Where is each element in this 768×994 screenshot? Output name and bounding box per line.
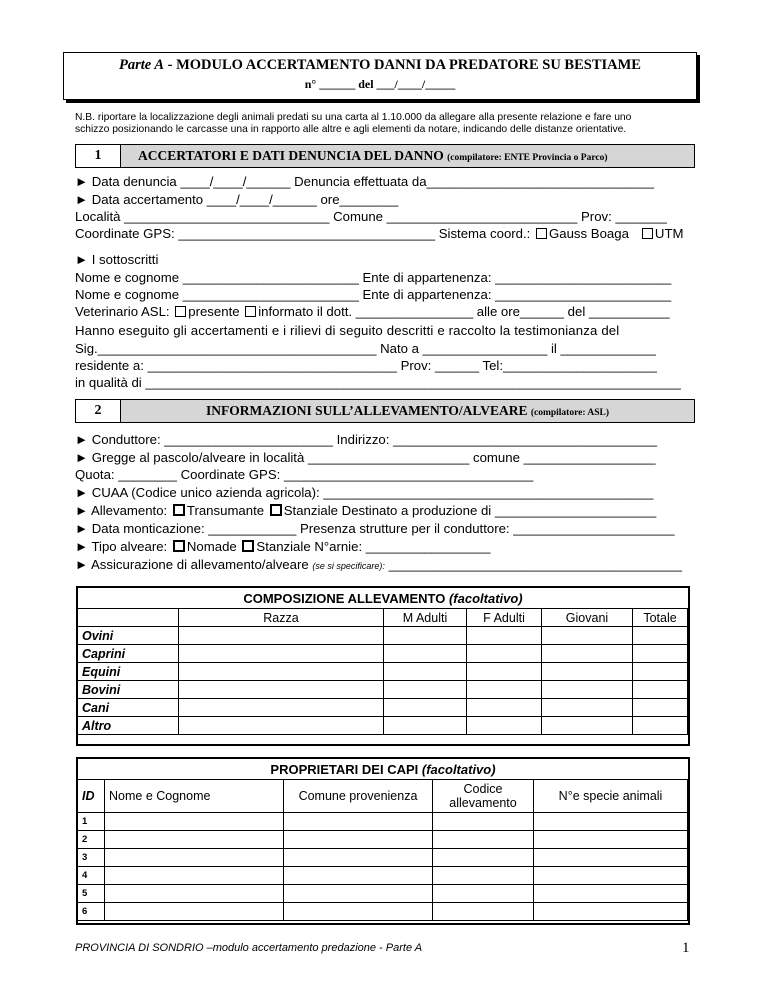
transumante-label: Transumante: [186, 503, 268, 518]
table-cell[interactable]: [284, 849, 433, 867]
s1-hanno-eseguito: Hanno eseguito gli accertamenti e i rilievi di seguito descritti e raccolto la testimonianza del: [75, 323, 620, 338]
form-title: [64, 57, 696, 74]
stanziale-label: Stanziale Destinato a produzione di ______________________: [283, 503, 657, 518]
table-cell[interactable]: [384, 645, 467, 663]
utm-checkbox[interactable]: [642, 228, 653, 239]
table-cell[interactable]: [105, 903, 284, 921]
table-cell[interactable]: [534, 831, 688, 849]
table-cell[interactable]: [467, 627, 542, 645]
presente-checkbox[interactable]: [175, 306, 186, 317]
row-id: 3: [78, 849, 105, 867]
composizione-header-cell: F Adulti: [467, 609, 542, 627]
table-cell[interactable]: [534, 867, 688, 885]
s1-data-accertamento: ► Data accertamento ____/____/______ ore________: [75, 192, 399, 207]
s2-cuaa: ► CUAA (Codice unico azienda agricola): _____________________________________________: [75, 485, 654, 500]
s1-data-denuncia: ► Data denuncia ____/____/______ Denuncia effettuata da_______________________________: [75, 174, 654, 189]
table-row: [78, 831, 688, 849]
table-cell[interactable]: [105, 849, 284, 867]
table-cell[interactable]: [467, 645, 542, 663]
section-1-title-text: ACCERTATORI E DATI DENUNCIA DEL DANNO: [138, 148, 444, 163]
section-2-title-text: INFORMAZIONI SULL’ALLEVAMENTO/ALVEARE: [206, 403, 528, 418]
table-cell[interactable]: [179, 663, 384, 681]
table-cell[interactable]: [633, 681, 688, 699]
table-cell[interactable]: [284, 885, 433, 903]
informato-checkbox[interactable]: [245, 306, 256, 317]
table-cell[interactable]: [467, 717, 542, 735]
s1-veterinario-label: Veterinario ASL:: [75, 304, 174, 319]
form-title-text: - MODULO ACCERTAMENTO DANNI DA PREDATORE SU BESTIAME: [164, 57, 641, 73]
table-cell[interactable]: [534, 813, 688, 831]
table-cell[interactable]: [384, 699, 467, 717]
s2-gregge: ► Gregge al pascolo/alveare in località ______________________ comune __________________: [75, 450, 656, 465]
table-cell[interactable]: [534, 849, 688, 867]
table-cell[interactable]: [433, 903, 534, 921]
nomade-label: Nomade: [186, 539, 241, 554]
s1-sig: Sig.______________________________________ Nato a _________________ il _____________: [75, 341, 656, 356]
section-2-subtitle: (compilatore: ASL): [530, 408, 610, 418]
composizione-header-row: [78, 609, 688, 627]
table-cell[interactable]: [633, 717, 688, 735]
table-cell[interactable]: [433, 867, 534, 885]
footer-text: PROVINCIA DI SONDRIO –modulo accertamento predazione - Parte A: [75, 942, 423, 954]
s1-nome-cognome-2: Nome e cognome ________________________ Ente di appartenenza: ________________________: [75, 287, 672, 302]
row-id: 5: [78, 885, 105, 903]
table-cell[interactable]: [633, 645, 688, 663]
table-cell[interactable]: [542, 663, 633, 681]
table-row: [78, 681, 688, 699]
table-cell[interactable]: [433, 849, 534, 867]
table-cell[interactable]: [542, 645, 633, 663]
table-cell[interactable]: [467, 681, 542, 699]
s2-assicurazione: [75, 557, 682, 574]
table-cell[interactable]: [542, 699, 633, 717]
table-row: [78, 627, 688, 645]
table-cell[interactable]: [284, 813, 433, 831]
proprietari-frame: [76, 757, 690, 925]
table-row: [78, 645, 688, 663]
proprietari-header-cell: Comune provenienza: [284, 780, 433, 813]
s1-coordinate-gps-text: Coordinate GPS: ___________________________________ Sistema coord.:: [75, 226, 534, 241]
table-cell[interactable]: [179, 627, 384, 645]
page-number: 1: [682, 940, 690, 956]
section-1-header: [75, 144, 695, 168]
section-2-title: [206, 400, 609, 424]
table-row: [78, 699, 688, 717]
row-id: 2: [78, 831, 105, 849]
table-row: [78, 663, 688, 681]
s2-tipo-alveare: [75, 539, 490, 554]
table-cell[interactable]: [105, 831, 284, 849]
informato-label: informato il dott. ________________ alle ore______ del ___________: [258, 304, 670, 319]
table-cell[interactable]: [179, 699, 384, 717]
row-id: 6: [78, 903, 105, 921]
gauss-boaga-checkbox[interactable]: [536, 228, 547, 239]
form-header: [63, 52, 697, 100]
composizione-title-text: COMPOSIZIONE ALLEVAMENTO: [243, 591, 446, 606]
row-label: Caprini: [78, 645, 179, 663]
table-cell[interactable]: [105, 867, 284, 885]
s1-in-qualita: in qualità di _________________________________________________________________________: [75, 375, 681, 390]
nomade-checkbox[interactable]: [173, 540, 185, 552]
table-cell[interactable]: [179, 681, 384, 699]
composizione-title: [78, 591, 688, 606]
form-number-line: n° ______ del ___/____/_____: [304, 77, 456, 91]
table-cell[interactable]: [384, 663, 467, 681]
table-row: [78, 849, 688, 867]
table-cell[interactable]: [467, 663, 542, 681]
table-cell[interactable]: [179, 717, 384, 735]
gauss-boaga-label: Gauss Boaga: [549, 226, 629, 241]
table-cell[interactable]: [384, 717, 467, 735]
transumante-checkbox[interactable]: [173, 504, 185, 516]
table-cell[interactable]: [433, 813, 534, 831]
composizione-header-cell: Totale: [633, 609, 688, 627]
row-id: 4: [78, 867, 105, 885]
proprietari-header-cell: Nome e Cognome: [105, 780, 284, 813]
row-label: Equini: [78, 663, 179, 681]
section-1-subtitle: (compilatore: ENTE Provincia o Parco): [447, 153, 608, 163]
table-cell[interactable]: [105, 885, 284, 903]
row-label: Altro: [78, 717, 179, 735]
composizione-header-cell: M Adulti: [384, 609, 467, 627]
s1-nome-cognome-1: Nome e cognome ________________________ Ente di appartenenza: ________________________: [75, 270, 672, 285]
table-cell[interactable]: [433, 885, 534, 903]
s2-assicurazione-note: (se si specificare):: [312, 561, 385, 571]
table-cell[interactable]: [384, 627, 467, 645]
table-cell[interactable]: [633, 627, 688, 645]
presente-label: presente: [188, 304, 244, 319]
note-line-2: schizzo posizionando le carcasse una in rapporto alle altre e agli elementi da notare, indicando delle distanze orientative.: [75, 124, 627, 135]
proprietari-header-cell: ID: [78, 780, 105, 813]
proprietari-header-cell: N°e specie animali: [534, 780, 688, 813]
s2-assicurazione-label: ► Assicurazione di allevamento/alveare: [75, 557, 313, 572]
table-cell[interactable]: [284, 903, 433, 921]
table-cell[interactable]: [179, 645, 384, 663]
alveare-stanziale-checkbox[interactable]: [242, 540, 254, 552]
composizione-header-cell: Razza: [179, 609, 384, 627]
table-row: [78, 885, 688, 903]
table-cell[interactable]: [433, 831, 534, 849]
table-row: [78, 813, 688, 831]
proprietari-header-cell: Codice allevamento: [433, 780, 534, 813]
table-cell[interactable]: [542, 717, 633, 735]
note-line-1: N.B. riportare la localizzazione degli animali predati su una carta al 1.10.000 da allegare alla presente relazione e fare uno: [75, 112, 632, 123]
composizione-frame: [76, 586, 690, 746]
proprietari-title-italic: (facoltativo): [421, 762, 496, 777]
table-cell[interactable]: [534, 885, 688, 903]
composizione-title-italic: (facoltativo): [448, 591, 523, 606]
table-cell[interactable]: [542, 681, 633, 699]
composizione-table: [77, 608, 688, 735]
table-cell[interactable]: [105, 813, 284, 831]
s1-sottoscritti: ► I sottoscritti: [75, 252, 159, 267]
table-cell[interactable]: [633, 699, 688, 717]
proprietari-title: [78, 762, 688, 777]
table-row: [78, 903, 688, 921]
alveare-stanziale-label: Stanziale N°arnie: _________________: [256, 539, 491, 554]
s2-tipo-alveare-label: ► Tipo alveare:: [75, 539, 171, 554]
table-cell[interactable]: [284, 831, 433, 849]
s2-allevamento-label: ► Allevamento:: [75, 503, 171, 518]
proprietari-header-row: [78, 780, 688, 813]
s1-residente: residente a: __________________________________ Prov: ______ Tel:_____________________: [75, 358, 658, 373]
section-1-number: 1: [76, 145, 121, 167]
proprietari-table: [77, 779, 688, 921]
table-cell[interactable]: [384, 681, 467, 699]
s2-quota: Quota: ________ Coordinate GPS: __________________________________: [75, 467, 534, 482]
form-title-prefix: Parte A: [119, 57, 164, 73]
stanziale-checkbox[interactable]: [270, 504, 282, 516]
s2-data-monticazione: ► Data monticazione: ____________ Presenza strutture per il conduttore: ______________________: [75, 521, 675, 536]
s2-allevamento: [75, 503, 656, 518]
table-cell[interactable]: [542, 627, 633, 645]
s1-localita: Località ____________________________ Comune __________________________ Prov: _______: [75, 209, 667, 224]
s1-coordinate-gps: [75, 226, 684, 241]
composizione-header-cell: [78, 609, 179, 627]
table-row: [78, 867, 688, 885]
s2-assicurazione-line: ________________________________________: [384, 557, 682, 572]
section-2-number: 2: [76, 400, 121, 422]
row-label: Bovini: [78, 681, 179, 699]
s1-veterinario: [75, 304, 670, 319]
row-label: Cani: [78, 699, 179, 717]
s2-conduttore: ► Conduttore: _______________________ Indirizzo: ____________________________________: [75, 432, 658, 447]
proprietari-title-text: PROPRIETARI DEI CAPI: [270, 762, 419, 777]
composizione-header-cell: Giovani: [542, 609, 633, 627]
table-row: [78, 717, 688, 735]
row-id: 1: [78, 813, 105, 831]
row-label: Ovini: [78, 627, 179, 645]
table-cell[interactable]: [633, 663, 688, 681]
table-cell[interactable]: [467, 699, 542, 717]
section-1-title: [138, 145, 608, 169]
utm-label: UTM: [654, 226, 684, 241]
table-cell[interactable]: [534, 903, 688, 921]
table-cell[interactable]: [284, 867, 433, 885]
section-2-header: [75, 399, 695, 423]
